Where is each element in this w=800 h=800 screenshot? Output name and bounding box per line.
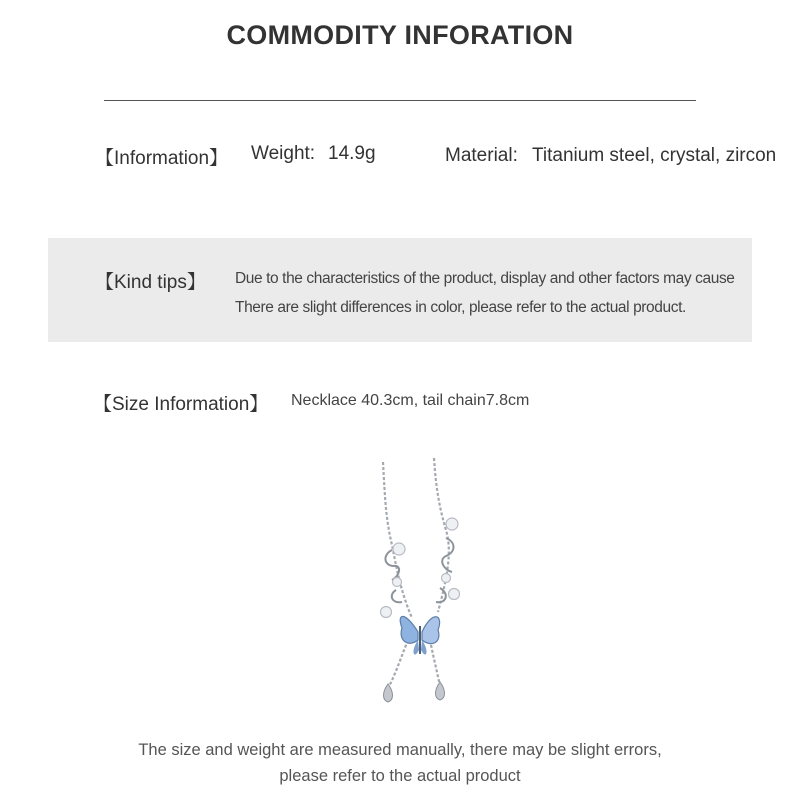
kind-tips-line-1: Due to the characteristics of the product, display and other factors may cause [235,270,735,287]
size-information-label: 【Size Information】 [93,394,269,415]
butterfly-pendant [400,616,439,654]
weight-value: 14.9g [328,143,376,164]
material-label: Material: [445,145,518,166]
footer-note-line-1: The size and weight are measured manually, there may be slight errors, [138,741,662,759]
material-value: Titanium steel, crystal, zircon [532,145,777,166]
information-label: 【Information】 [95,148,229,169]
weight-label: Weight: [251,143,316,164]
drop-charms [384,682,445,702]
size-information-value: Necklace 40.3cm, tail chain7.8cm [291,392,530,409]
kind-tips-label: 【Kind tips】 [95,272,206,293]
footer-note-line-2: please refer to the actual product [279,767,521,785]
kind-tips-line-2: There are slight differences in color, please refer to the actual product. [235,299,686,316]
page-title: COMMODITY INFORATION [226,20,574,50]
